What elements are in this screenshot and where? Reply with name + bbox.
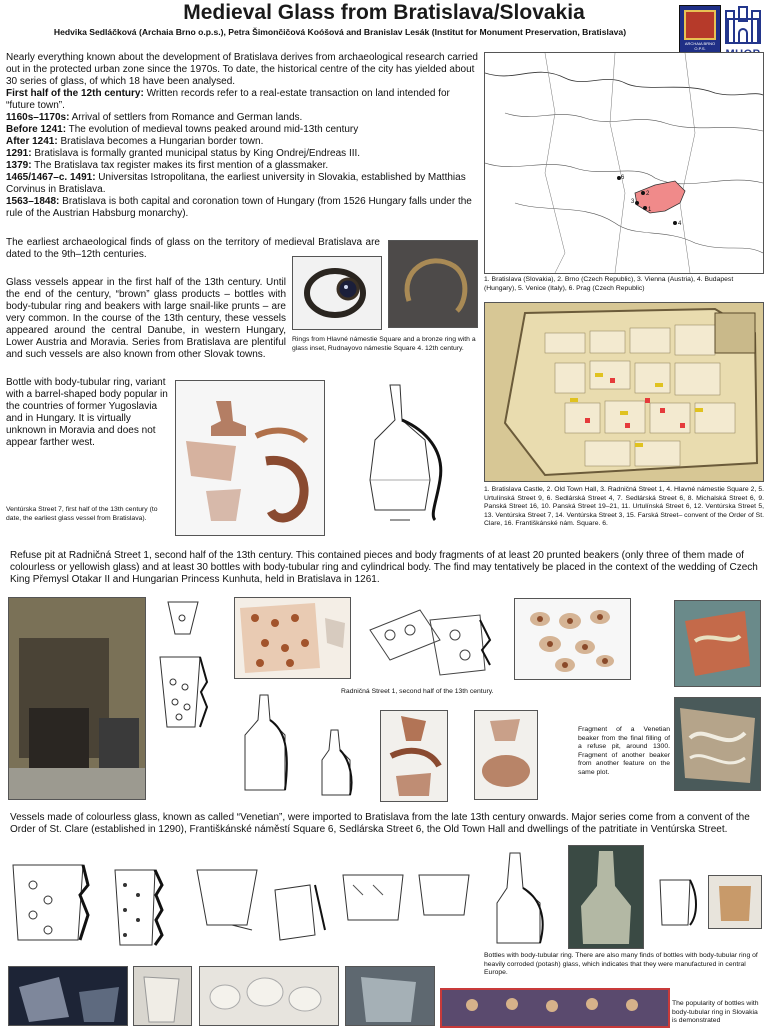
bottle-drawing-3 [316, 725, 356, 800]
fragments-drawing [360, 600, 500, 682]
bottle-drawing [345, 380, 455, 530]
timeline-item: 1160s–1170s: Arrival of settlers from Romance and German lands. [6, 112, 303, 123]
map-label: 2 [646, 191, 650, 197]
glass-vessels-paragraph: Glass vessels appear in the first half of the 13th century. Until the end of the century, “brown” glass products – bottles with body-tubular ring and beakers with large snail-like prunts – are very common. In the course of the 13th century, these vessels appeared around the central Danube, in western Hungary, Lower Austria and Moravia. Series from Bratislava are plentiful and such vessels are also known from other Slovak towns. [6, 277, 286, 360]
intro-paragraph: Nearly everything known about the development of Bratislava derives from archaeological research carried out in the protected urban zone since the 1970s. To date, the historical centre of the city has yielded about 30 series of glass, of which 18 have been analysed. [6, 52, 478, 87]
venetian-glass-photo [8, 966, 128, 1026]
bottle-caption: Ventúrska Street 7, first half of the 13th century (to date, the earliest glass vessel from Bratislava). [6, 506, 158, 522]
prunts-photo [514, 598, 631, 680]
bottles-caption: Bottles with body-tubular ring. There are also many finds of bottles with body-tubular ring of heavily corroded (potash) glass, which indicates that they were manufactured in central Europe. [484, 952, 758, 977]
timeline-item: After 1241: Bratislava becomes a Hungarian border town. [6, 136, 264, 147]
bottle-drawing-4 [485, 848, 553, 948]
bottle-fragments-photo [175, 380, 325, 536]
venetian-fragment-drawing [270, 880, 330, 945]
prunted-fragments-photo [234, 597, 351, 679]
timeline-item: First half of the 12th century: Written records refer to a real-estate transaction on land intended for “future town”. [6, 88, 450, 111]
venetian-paragraph: Vessels made of colourless glass, known as called “Venetian”, were imported to Bratislava from the late 13th century onwards. Major series come from a convent of the Order of St. Clare (established in 1290), Františkánské náměstí Square 6, Sedlárska Street 6, the Old Town Hall and dwellings of the patritiate in Ventúrska Street. [10, 812, 750, 835]
popularity-text: The popularity of bottles with body-tubular ring in Slovakia is demonstrated [672, 1000, 759, 1025]
plan-caption: 1. Bratislava Castle, 2. Old Town Hall, 3. Radničná Street 1, 4. Hlavné námestie Square 2, 5. Urtulínská Street 9, 6. Sedlárská Street 4, 7. Sedlárská Street 6, 8. Michalská Street 6, 9. Panská Street 16, 10. Panská Street 19–21, 11. Urtulínská Street 6, 12. Ventúrska Street 5, 13. Ventúrska Street 7, 14. Ventúrska Street 3, 15. Farská Street– convent of the Order of St. Clare, 16. Františkánské nám. Square. 6. [484, 486, 764, 528]
authors-line: Hedvika Sedláčková (Archaia Brno o.p.s.), Petra Šimončičová Koóšová and Branislav Lesák (Institut for Monument Preservation, Bratislava) [53, 27, 627, 37]
map-label: 6 [621, 175, 625, 181]
europe-map [484, 52, 764, 274]
venetian-fragments-photo [199, 966, 339, 1026]
radnicna-caption: Radničná Street 1, second half of the 13th century. [341, 688, 494, 695]
map-label: 3 [631, 199, 635, 205]
venetian-glass-photo-2 [133, 966, 192, 1026]
excavation-photo [8, 597, 146, 800]
timeline-item: 1465/1467–c. 1491: Universitas Istropolitana, the earliest university in Slovakia, established by Matthias Corvinus in Bratislava. [6, 172, 466, 195]
venetian-fragment-drawing-3 [414, 870, 476, 925]
map-caption: 1. Bratislava (Slovakia), 2. Brno (Czech Republic), 3. Vienna (Austria), 4. Budapest (Hungary), 5. Venice (Italy), 6. Prag (Czech Republic) [484, 276, 734, 292]
timeline-item: 1563–1848: Bratislava is both capital and coronation town of Hungary (from 1526 Hungary falls under the rule of the Austrian Habsburg monarchy). [6, 196, 472, 219]
prunted-beaker-drawing [155, 652, 215, 732]
venetian-fragment-photo [674, 600, 761, 687]
archaia-logo: ARCHAIA BRNO O.P.S. [679, 5, 721, 53]
small-bottle-drawing [650, 875, 700, 930]
timeline-item: 1291: Bratislava is formally granted municipal status by King Ondrej/Endreas III. [6, 148, 361, 159]
small-vessel-photo [708, 875, 762, 929]
venetian-fragment-caption: Fragment of a Venetian beaker from the final filling of a refuse pit, around 1300. Fragment of another beaker from another feature on the same plot. [578, 726, 670, 776]
timeline-item: Before 1241: The evolution of medieval towns peaked around mid-13th century [6, 124, 359, 135]
bottle-base-photo [474, 710, 538, 800]
refuse-paragraph: Refuse pit at Radničná Street 1, second half of the 13th century. This contained pieces and body fragments of at least 20 prunted beakers (only three of them made of colourless or yellowish glass) and at least 30 bottles with body-tubular ring and cylindrical body. The find may tentatively be placed in the context of the wedding of Czech King Přemysl Otakar II and Hungarian Princess Kunhuta, held in Bratislava in 1261. [10, 550, 758, 585]
bottle-paragraph: Bottle with body-tubular ring, variant with a barrel-shaped body popular in the countries of former Yugoslavia and in Hungary. It is virtually unknown in Moravia and does not appear farther west. [6, 377, 168, 448]
earliest-paragraph: The earliest archaeological finds of glass on the territory of medieval Bratislava are dated to the 9th–12th centuries. [6, 237, 380, 260]
timeline-item: 1379: The Bratislava tax register makes its first mention of a glassmaker. [6, 160, 329, 171]
venetian-beaker-drawing-3 [192, 865, 262, 945]
venetian-beaker-drawing-2 [110, 865, 175, 950]
map-label: 4 [678, 221, 682, 227]
beaker-drawing [160, 598, 205, 638]
fresco-photo [440, 988, 670, 1028]
intro-block [6, 52, 478, 220]
ring-photo [292, 256, 382, 330]
map-label: 1 [648, 207, 652, 213]
glass-ring-photo [388, 240, 478, 328]
venetian-glass-photo-3 [345, 966, 435, 1026]
bottle-neck-photo [380, 710, 448, 802]
venetian-beaker-drawing-1 [8, 860, 98, 945]
venetian-fragment-photo-2 [674, 697, 761, 791]
rings-caption: Rings from Hlavné námestie Square and a bronze ring with a glass inset, Rudnayovo námestie Square 4. 12th century. [292, 336, 476, 352]
poster-title: Medieval Glass from Bratislava/Slovakia [183, 1, 585, 24]
venetian-fragment-drawing-2 [338, 870, 408, 925]
town-plan [484, 302, 764, 482]
bottle-drawing-2 [230, 690, 300, 800]
glass-bottle-photo [568, 845, 644, 949]
